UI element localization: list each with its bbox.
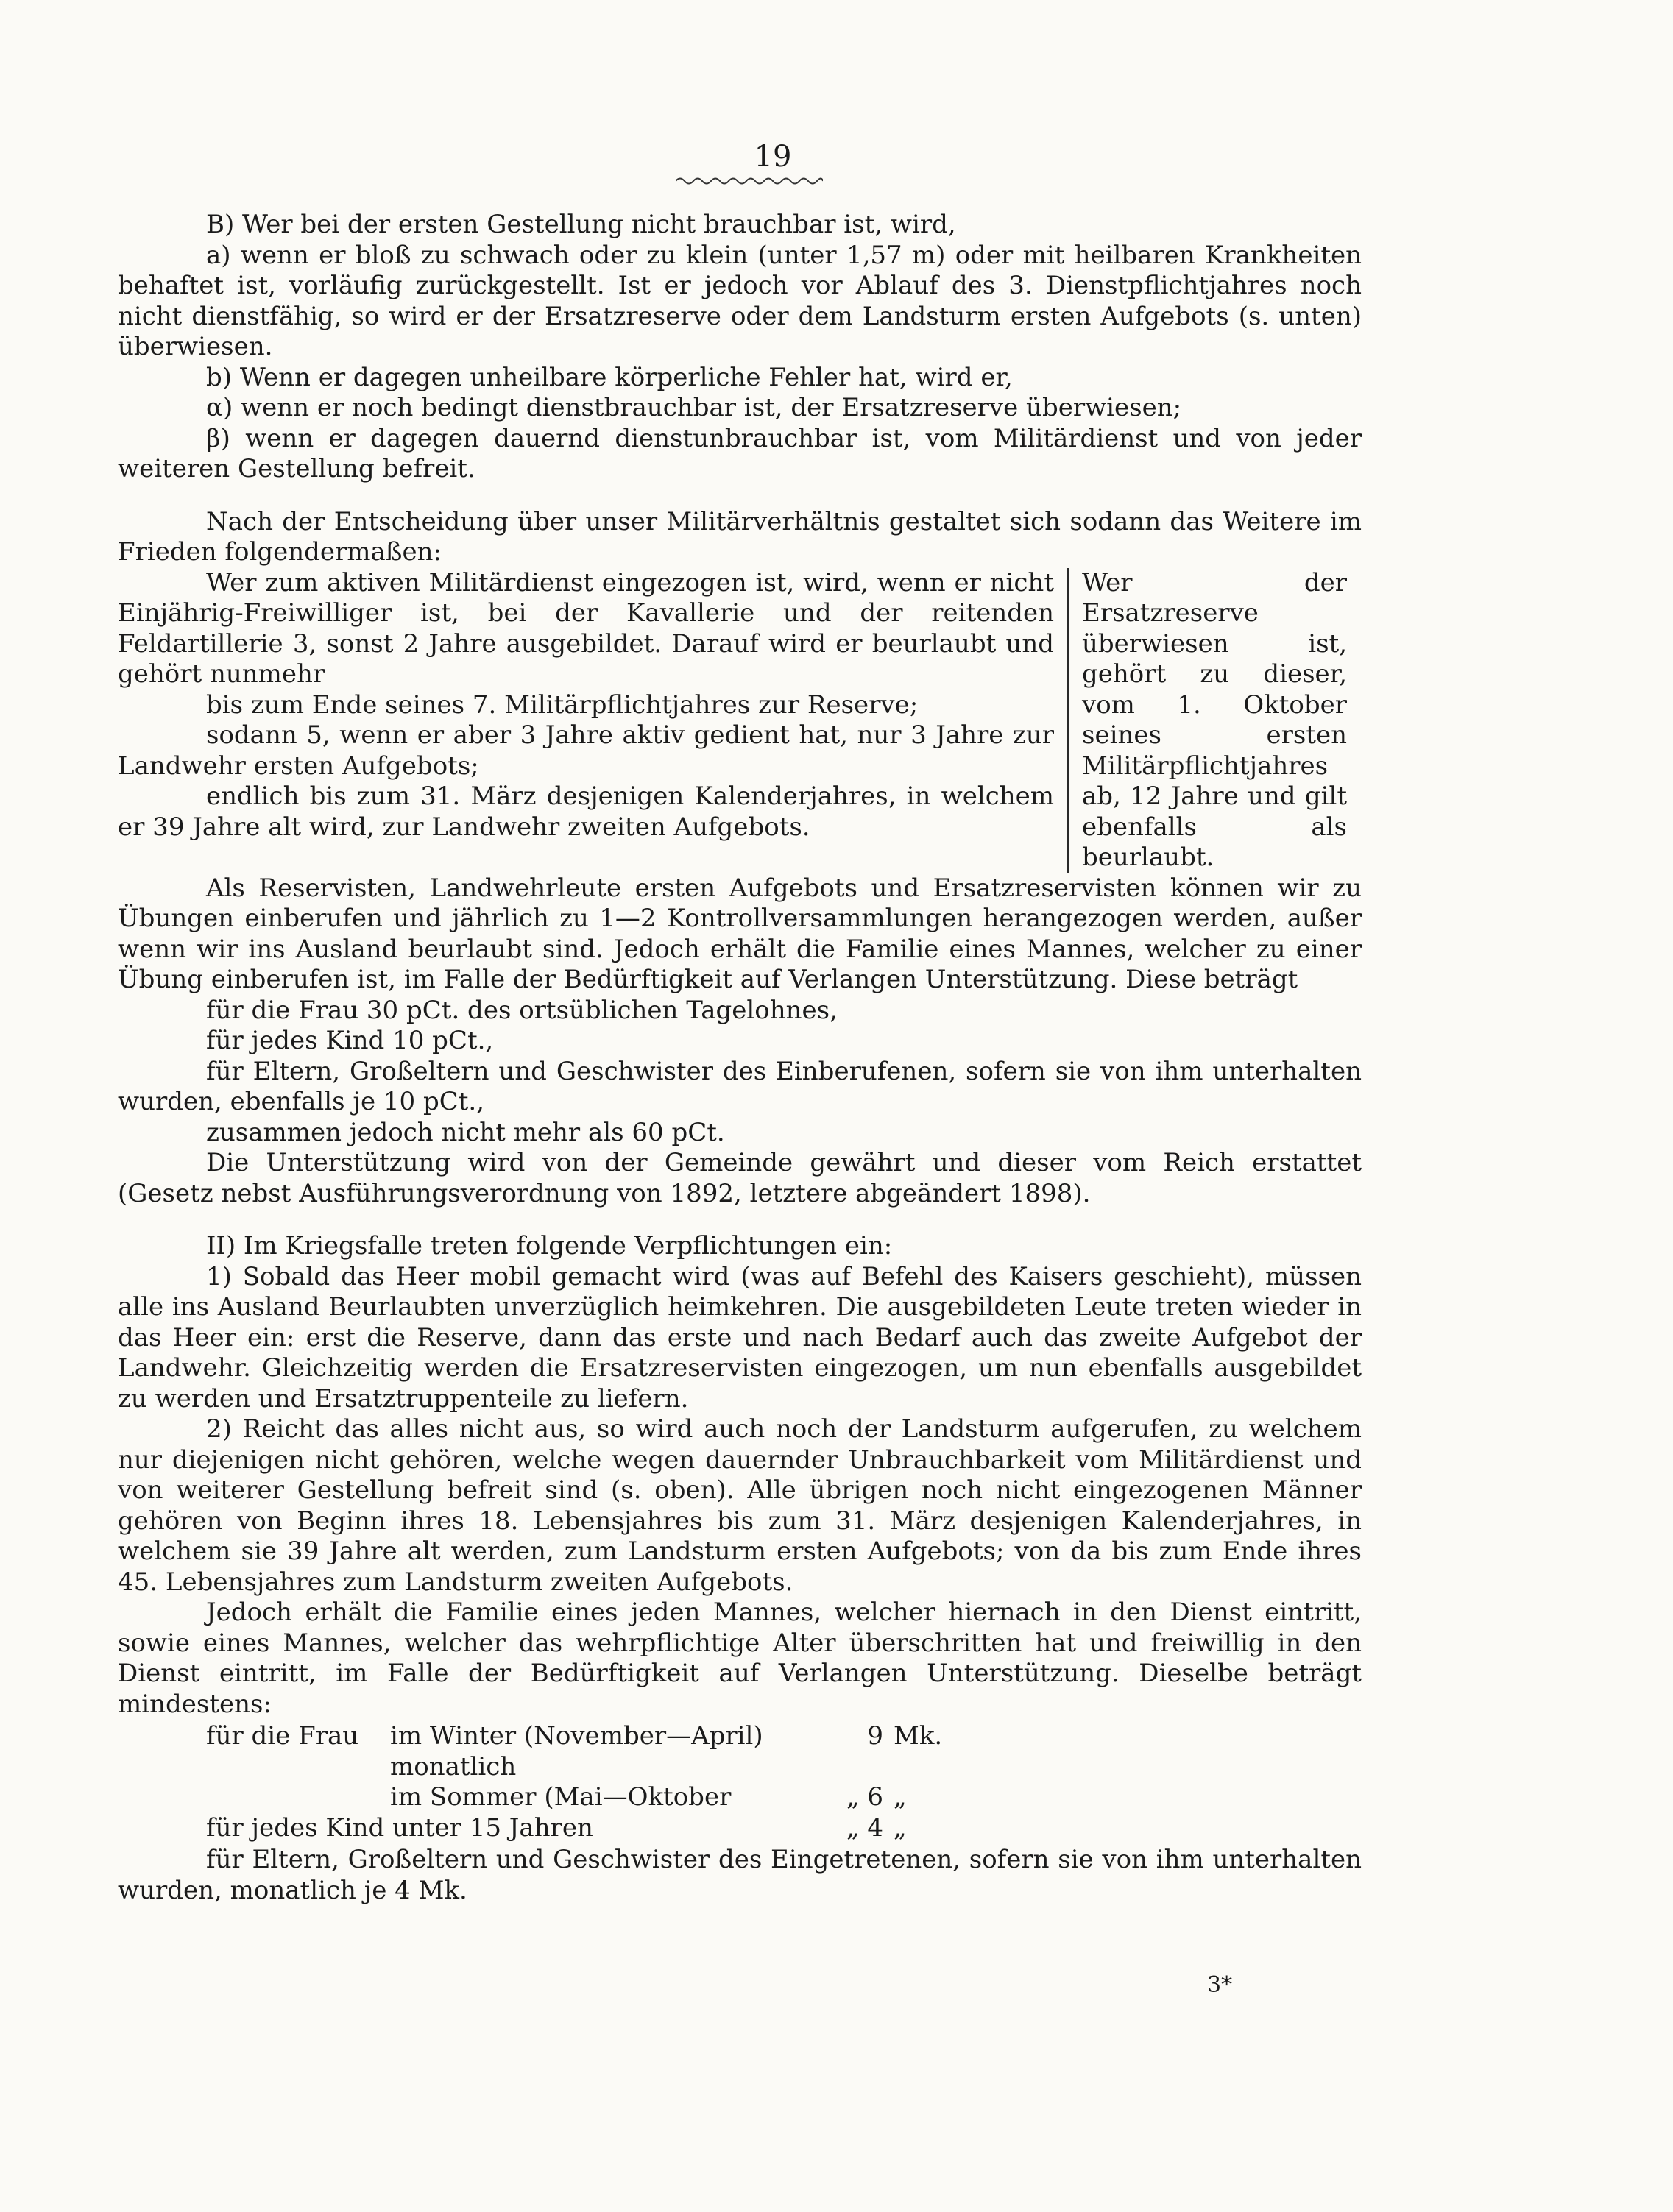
active-service-column <box>118 568 1067 843</box>
table-row <box>206 1721 945 1782</box>
allowance-unit: „ <box>894 1812 907 1843</box>
allowance-season: im Winter (November—April) monatlich <box>390 1721 763 1782</box>
active-service-p2: bis zum Ende seines 7. Militärpflichtjahres zur Reserve; <box>206 690 919 720</box>
active-service-p3: sodann 5, wenn er aber 3 Jahre aktiv gedient hat, nur 3 Jahre zur Landwehr ersten Aufgebots; <box>118 720 1054 781</box>
war-p1: 1) Sobald das Heer mobil gemacht wird (was auf Befehl des Kaisers geschieht), müssen alle ins Ausland Beurlaubten unverzüglich heimkehren. Die ausgebildeten Leute treten wieder in das Heer ein: erst die Reserve, dann das erste und nach Bedarf auch das zweite Aufgebot der Landwehr. Gleichzeitig werden die Ersatzreservisten eingezogen, um nun ebenfalls ausgebildet zu werden und Ersatztruppenteile zu liefern. <box>118 1261 1362 1414</box>
active-service-p1: Wer zum aktiven Militärdienst eingezogen ist, wird, wenn er nicht Einjährig-Freiwilliger ist, bei der Kavallerie und der reitenden Feldartillerie 3, sonst 2 Jahre ausgebildet. Darauf wird er beurlaubt und gehört nunmehr <box>118 567 1054 689</box>
table-row <box>206 1813 945 1844</box>
allowance-who: für jedes Kind unter 15 Jahren <box>206 1812 593 1843</box>
allowance-table <box>206 1721 945 1843</box>
peace-columns <box>118 568 1362 873</box>
section-b-alpha: α) wenn er noch bedingt dienstbrauchbar ist, der Ersatzreserve überwiesen; <box>206 393 1182 422</box>
ersatz-reserve-note: Wer der Ersatzreserve überwiesen ist, gehört zu dieser, vom 1. Oktober seines ersten Militärpflichtjahres ab, 12 Jahre und gilt ebenfalls als beurlaubt. <box>1082 567 1347 872</box>
rate-parents: für Eltern, Großeltern und Geschwister des Einberufenen, sofern sie von ihm unterhalten wurden, ebenfalls je 10 pCt., <box>118 1056 1362 1116</box>
allowance-unit: „ <box>894 1782 907 1812</box>
section-b-beta: β) wenn er dagegen dauernd dienstunbrauchbar ist, vom Militärdienst und von jeder weiteren Gestellung befreit. <box>118 423 1362 483</box>
allowance-who <box>206 1782 390 1813</box>
section-b-intro: B) Wer bei der ersten Gestellung nicht brauchbar ist, wird, <box>206 210 956 239</box>
peace-intro: Nach der Entscheidung über unser Militärverhältnis gestaltet sich sodann das Weitere im Frieden folgendermaßen: <box>118 506 1362 567</box>
allowance-amount: „ 6 <box>846 1782 883 1812</box>
page-number: 19 <box>754 140 792 174</box>
section-b-a: a) wenn er bloß zu schwach oder zu klein (unter 1,57 m) oder mit heilbaren Krankheiten behaftet ist, vorläufig zurückgestellt. Ist er jedoch vor Ablauf des 3. Dienstpflichtjahres noch nicht dienstfähig, so wird er der Ersatzreserve oder dem Landsturm ersten Aufgebots (s. unten) überwiesen. <box>118 240 1362 361</box>
sheet-signature: 3* <box>1207 1972 1233 1998</box>
support-law: Die Unterstützung wird von der Gemeinde gewährt und dieser vom Reich erstattet (Gesetz nebst Ausführungsverordnung von 1892, letztere abgeändert 1898). <box>118 1148 1362 1208</box>
allowance-amount: „ 4 <box>846 1812 883 1843</box>
table-row <box>206 1782 945 1813</box>
section-b-b: b) Wenn er dagegen unheilbare körperliche Fehler hat, wird er, <box>206 362 1013 392</box>
rate-child: für jedes Kind 10 pCt., <box>206 1026 494 1055</box>
war-p3: Jedoch erhält die Familie eines jeden Mannes, welcher hiernach in den Dienst eintritt, sowie eines Mannes, welcher das wehrpflichtige Alter überschritten hat und freiwillig in den Dienst eintritt, im Falle der Bedürftigkeit auf Verlangen Unterstützung. Dieselbe beträgt mindestens: <box>118 1598 1362 1719</box>
allowance-who: für die Frau <box>206 1721 359 1751</box>
allowance-season: im Sommer (Mai—Oktober <box>390 1782 732 1812</box>
exercises-paragraph: Als Reservisten, Landwehrleute ersten Aufgebots und Ersatzreservisten können wir zu Übungen einberufen und jährlich zu 1—2 Kontrollversammlungen herangezogen werden, außer wenn wir ins Ausland beurlaubt sind. Jedoch erhält die Familie eines Mannes, welcher zu einer Übung einberufen ist, im Falle der Bedürftigkeit auf Verlangen Unterstützung. Diese beträgt <box>118 873 1362 994</box>
rate-total: zusammen jedoch nicht mehr als 60 pCt. <box>206 1117 725 1147</box>
active-service-p4: endlich bis zum 31. März desjenigen Kalenderjahres, in welchem er 39 Jahre alt wird, zur Landwehr zweiten Aufgebots. <box>118 781 1054 842</box>
ersatz-reserve-column <box>1067 568 1347 873</box>
ornamental-rule <box>676 175 823 187</box>
page-body <box>118 210 1362 1906</box>
allowance-unit: Mk. <box>894 1721 943 1751</box>
war-p4: für Eltern, Großeltern und Geschwister des Eingetretenen, sofern sie von ihm unterhalten wurden, monatlich je 4 Mk. <box>118 1845 1362 1905</box>
war-heading: II) Im Kriegsfalle treten folgende Verpflichtungen ein: <box>206 1231 893 1261</box>
rate-wife: für die Frau 30 pCt. des ortsüblichen Tagelohnes, <box>206 995 838 1025</box>
war-p2: 2) Reicht das alles nicht aus, so wird auch noch der Landsturm aufgerufen, zu welchem nur diejenigen nicht gehören, welche wegen dauernder Unbrauchbarkeit vom Militärdienst und von weiterer Gestellung befreit sind (s. oben). Alle übrigen noch nicht eingezogenen Männer gehören von Beginn ihres 18. Lebensjahres bis zum 31. März desjenigen Kalenderjahres, in welchem sie 39 Jahre alt werden, zum Landsturm ersten Aufgebots; von da bis zum Ende ihres 45. Lebensjahres zum Landsturm zweiten Aufgebots. <box>118 1414 1362 1597</box>
allowance-amount: 9 <box>867 1721 883 1751</box>
